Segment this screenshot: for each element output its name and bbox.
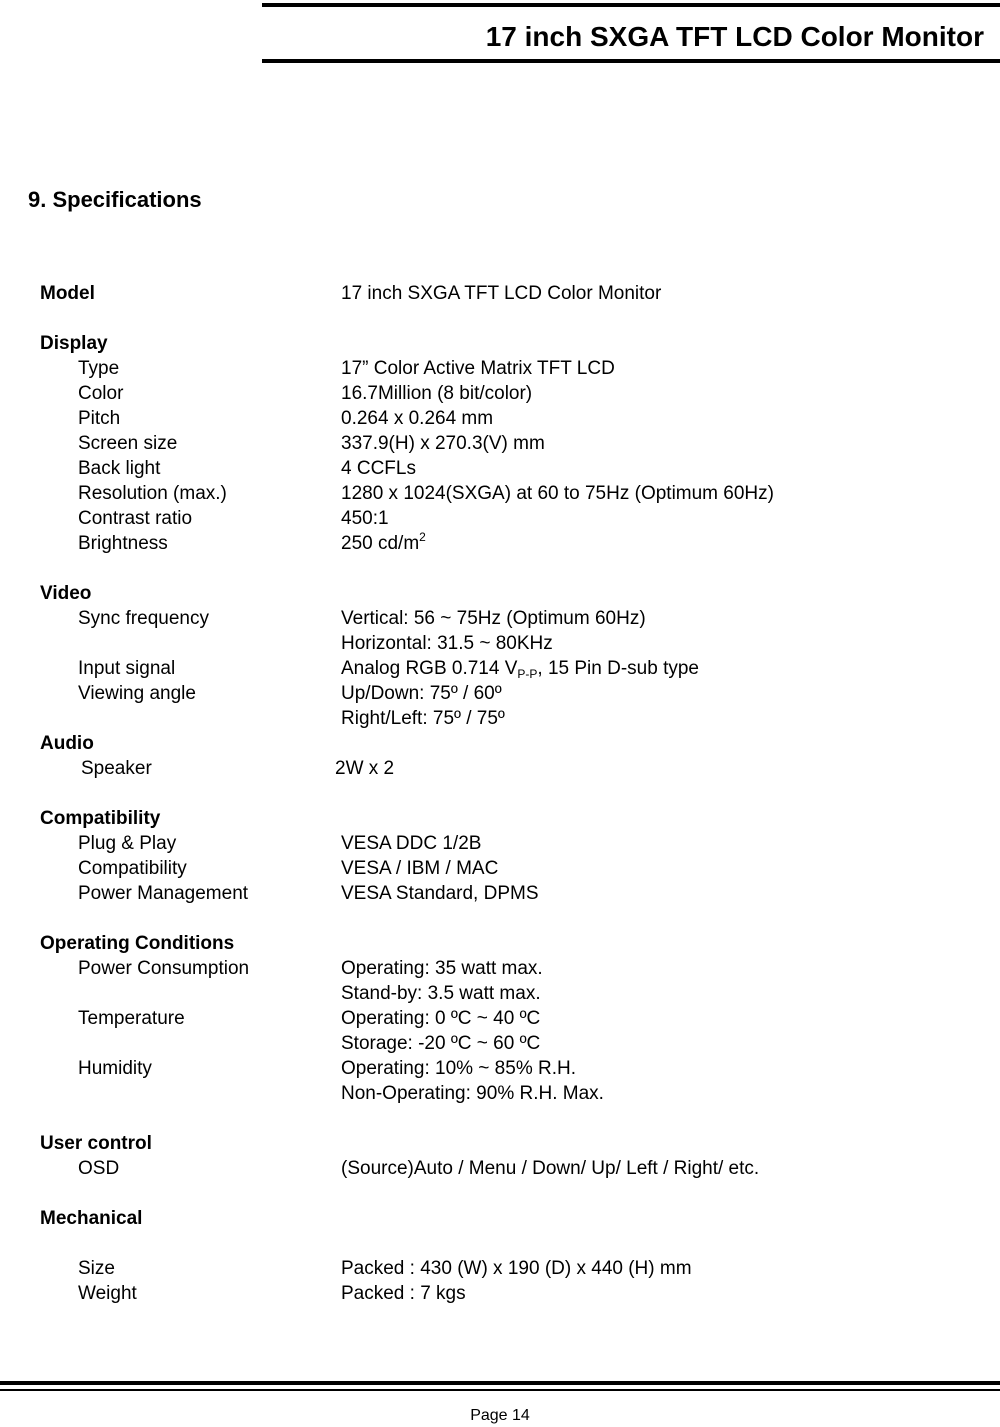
- spec-label: Temperature: [78, 1008, 185, 1029]
- spec-category-compatibility: Compatibility: [40, 808, 161, 829]
- spec-label: Pitch: [78, 408, 121, 429]
- spec-value: Operating: 0 ºC ~ 40 ºC: [341, 1008, 541, 1029]
- spec-label: Resolution (max.): [78, 483, 227, 504]
- spec-value: VESA Standard, DPMS: [341, 883, 539, 904]
- spec-value: Vertical: 56 ~ 75Hz (Optimum 60Hz): [341, 608, 646, 629]
- spec-label: OSD: [78, 1158, 120, 1179]
- spec-value: VESA DDC 1/2B: [341, 833, 482, 854]
- spec-value: Packed : 7 kgs: [341, 1283, 466, 1304]
- spec-value: (Source)Auto / Menu / Down/ Up/ Left / Right/ etc.: [341, 1158, 760, 1179]
- spec-label: Power Consumption: [78, 958, 250, 979]
- spec-label: Plug & Play: [78, 833, 177, 854]
- spec-value-input-signal: [341, 656, 699, 681]
- footer-rule-thin: [0, 1389, 1000, 1391]
- spec-label: Type: [78, 358, 120, 379]
- spec-model-value: 17 inch SXGA TFT LCD Color Monitor: [341, 283, 662, 304]
- spec-label: Power Management: [78, 883, 249, 904]
- spec-category-mechanical: Mechanical: [40, 1208, 143, 1229]
- spec-label: Color: [78, 383, 124, 404]
- spec-value: 0.264 x 0.264 mm: [341, 408, 494, 429]
- spec-label: Back light: [78, 458, 161, 479]
- spec-value: Horizontal: 31.5 ~ 80KHz: [341, 633, 553, 654]
- spec-category-display: Display: [40, 333, 108, 354]
- spec-value: Stand-by: 3.5 watt max.: [341, 983, 541, 1004]
- spec-category-operating-conditions: Operating Conditions: [40, 933, 235, 954]
- spec-label: Size: [78, 1258, 115, 1279]
- spec-value: Packed : 430 (W) x 190 (D) x 440 (H) mm: [341, 1258, 692, 1279]
- footer-rule-thick: [0, 1381, 1000, 1385]
- spec-value: Up/Down: 75º / 60º: [341, 683, 502, 704]
- input-signal-subscript: P-P: [517, 667, 538, 681]
- spec-label: Contrast ratio: [78, 508, 193, 529]
- spec-category-user-control: User control: [40, 1133, 152, 1154]
- brightness-value-text: 250 cd/m: [341, 533, 420, 554]
- spec-category-audio: Audio: [40, 733, 94, 754]
- header-rule-bottom: [262, 59, 1000, 63]
- spec-value: Operating: 10% ~ 85% R.H.: [341, 1058, 576, 1079]
- spec-label: Weight: [78, 1283, 137, 1304]
- spec-value: 1280 x 1024(SXGA) at 60 to 75Hz (Optimum 60Hz): [341, 483, 774, 504]
- spec-value: Right/Left: 75º / 75º: [341, 708, 505, 729]
- document-title: 17 inch SXGA TFT LCD Color Monitor: [485, 21, 984, 52]
- spec-label: Compatibility: [78, 858, 187, 879]
- spec-label: Sync frequency: [78, 608, 209, 629]
- spec-label: Speaker: [81, 758, 152, 779]
- header-rule-top: [262, 3, 1000, 7]
- spec-value: 337.9(H) x 270.3(V) mm: [341, 433, 545, 454]
- spec-label: Screen size: [78, 433, 178, 454]
- spec-model-label: Model: [40, 283, 95, 304]
- spec-value: VESA / IBM / MAC: [341, 858, 499, 879]
- spec-value: Storage: -20 ºC ~ 60 ºC: [341, 1033, 541, 1054]
- page-number: Page 14: [470, 1407, 530, 1424]
- spec-category-video: Video: [40, 583, 92, 604]
- spec-value: Operating: 35 watt max.: [341, 958, 543, 979]
- spec-label: Viewing angle: [78, 683, 196, 704]
- spec-value: 2W x 2: [335, 758, 395, 779]
- brightness-exponent: 2: [419, 530, 426, 544]
- spec-value: Non-Operating: 90% R.H. Max.: [341, 1083, 604, 1104]
- spec-value-brightness: [341, 531, 426, 556]
- spec-value: 450:1: [341, 508, 389, 529]
- input-signal-text-end: , 15 Pin D-sub type: [537, 658, 699, 679]
- spec-label: Input signal: [78, 658, 176, 679]
- section-title: 9. Specifications: [28, 187, 202, 212]
- spec-value: 16.7Million (8 bit/color): [341, 383, 533, 404]
- spec-label: Humidity: [78, 1058, 152, 1079]
- spec-value: 4 CCFLs: [341, 458, 416, 479]
- input-signal-text: Analog RGB 0.714 V: [341, 658, 518, 679]
- spec-label: Brightness: [78, 533, 168, 554]
- spec-value: 17” Color Active Matrix TFT LCD: [341, 358, 615, 379]
